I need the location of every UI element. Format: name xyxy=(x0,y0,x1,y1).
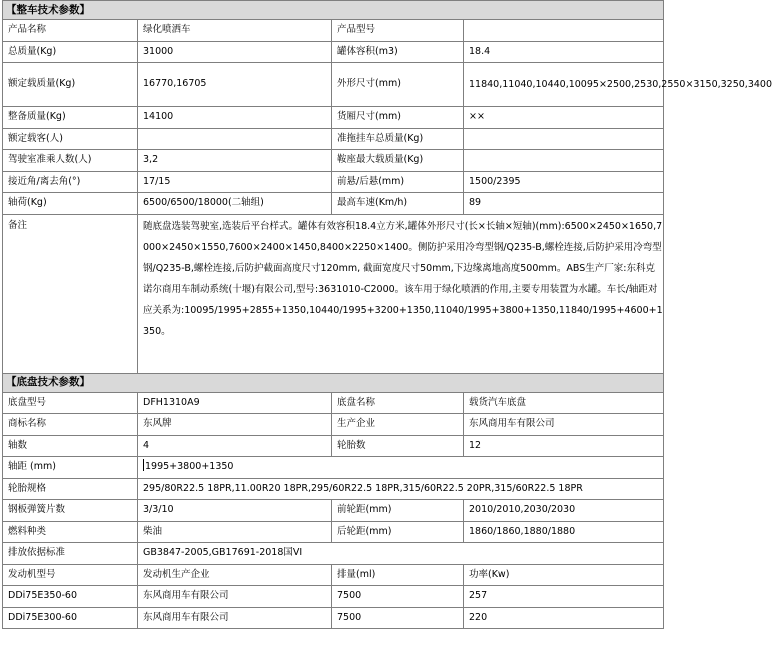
field-label: 前轮距(mm) xyxy=(332,500,464,522)
table-row xyxy=(3,193,664,215)
dimensions-value: 11840,11040,10440,10095×2500,2530,2550×3150,3250,3400 xyxy=(464,63,664,107)
engine-model: DDi75E300-60 xyxy=(3,607,138,629)
table-row xyxy=(3,20,664,42)
field-value: DFH1310A9 xyxy=(138,392,332,414)
table-row xyxy=(3,543,664,565)
field-value xyxy=(464,128,664,150)
engine-displacement-header: 排量(ml) xyxy=(332,564,464,586)
field-label: 产品名称 xyxy=(3,20,138,42)
engine-maker: 东风商用车有限公司 xyxy=(138,586,332,608)
field-value: 6500/6500/18000(二轴组) xyxy=(138,193,332,215)
table-row xyxy=(3,41,664,63)
vehicle-section-title: 【整车技术参数】 xyxy=(3,1,664,20)
field-label: 货厢尺寸(mm) xyxy=(332,107,464,129)
field-label: 额定载客(人) xyxy=(3,128,138,150)
field-label: 最高车速(Km/h) xyxy=(332,193,464,215)
field-value: 4 xyxy=(138,435,332,457)
field-label: 准拖挂车总质量(Kg) xyxy=(332,128,464,150)
engine-maker: 东风商用车有限公司 xyxy=(138,607,332,629)
field-label: 商标名称 xyxy=(3,414,138,436)
table-row xyxy=(3,171,664,193)
spec-table xyxy=(2,0,772,629)
wheelbase-value-cell xyxy=(138,457,664,479)
field-value: 12 xyxy=(464,435,664,457)
table-row xyxy=(3,478,664,500)
field-label: 产品型号 xyxy=(332,20,464,42)
table-row xyxy=(3,457,664,479)
field-value: 18.4 xyxy=(464,41,664,63)
field-value: 柴油 xyxy=(138,521,332,543)
field-label: 轴荷(Kg) xyxy=(3,193,138,215)
field-value: 1500/2395 xyxy=(464,171,664,193)
field-label: 钢板弹簧片数 xyxy=(3,500,138,522)
table-row xyxy=(3,435,664,457)
engine-maker-header: 发动机生产企业 xyxy=(138,564,332,586)
engine-power: 257 xyxy=(464,586,664,608)
field-label: 底盘名称 xyxy=(332,392,464,414)
field-label: 轮胎数 xyxy=(332,435,464,457)
emission-value: GB3847-2005,GB17691-2018国VI xyxy=(138,543,664,565)
field-label: 轴数 xyxy=(3,435,138,457)
wheelbase-label: 轴距 (mm) xyxy=(3,457,138,479)
field-label: 前悬/后悬(mm) xyxy=(332,171,464,193)
engine-displacement: 7500 xyxy=(332,586,464,608)
field-label: 罐体容积(m3) xyxy=(332,41,464,63)
field-value: 东风商用车有限公司 xyxy=(464,414,664,436)
field-label: 总质量(Kg) xyxy=(3,41,138,63)
field-value xyxy=(138,128,332,150)
table-row xyxy=(3,521,664,543)
field-label: 燃料种类 xyxy=(3,521,138,543)
field-value: 2010/2010,2030/2030 xyxy=(464,500,664,522)
field-label: 接近角/离去角(°) xyxy=(3,171,138,193)
engine-model: DDi75E350-60 xyxy=(3,586,138,608)
field-value: 89 xyxy=(464,193,664,215)
field-label: 外形尺寸(mm) xyxy=(332,63,464,107)
engine-power: 220 xyxy=(464,607,664,629)
table-row xyxy=(3,150,664,172)
wheelbase-value: 1995+3800+1350 xyxy=(145,461,234,472)
field-label: 整备质量(Kg) xyxy=(3,107,138,129)
table-row xyxy=(3,392,664,414)
engine-header-row xyxy=(3,564,664,586)
remark-text: 随底盘选装驾驶室,选装后平台样式。罐体有效容积18.4立方米,罐体外形尺寸(长×长轴×短轴)(mm):6500×2450×1650,7000×2450×1550,7600×2400×1450,8400×2250×1400。侧防护采用冷弯型钢/Q235-B,螺栓连接,后防护采用冷弯型钢/Q235-B,螺栓连接,后防护截面高度尺寸120mm, 截面宽度尺寸50mm,下边缘离地高度500mm。ABS生产厂家:东科克诺尔商用车制动系统(十堰)有限公司,型号:3631010-C2000。该车用于绿化喷洒的作用,主要专用装置为水罐。车长/轴距对应关系为:10095/1995+2855+1350,10440/1995+3200+1350,11040/1995+3800+1350,11840/1995+4600+1350。 xyxy=(138,214,664,373)
field-value: 绿化喷洒车 xyxy=(138,20,332,42)
table-row xyxy=(3,128,664,150)
field-value: 31000 xyxy=(138,41,332,63)
tire-label: 轮胎规格 xyxy=(3,478,138,500)
field-value: 3,2 xyxy=(138,150,332,172)
chassis-section-title: 【底盘技术参数】 xyxy=(3,373,664,392)
field-value: 17/15 xyxy=(138,171,332,193)
field-label: 底盘型号 xyxy=(3,392,138,414)
engine-row xyxy=(3,586,664,608)
text-cursor xyxy=(143,459,144,471)
table-row xyxy=(3,414,664,436)
engine-row xyxy=(3,607,664,629)
engine-power-header: 功率(Kw) xyxy=(464,564,664,586)
field-value: 1860/1860,1880/1880 xyxy=(464,521,664,543)
field-value: ×× xyxy=(464,107,664,129)
table-row xyxy=(3,500,664,522)
emission-label: 排放依据标准 xyxy=(3,543,138,565)
field-value: 3/3/10 xyxy=(138,500,332,522)
tire-value: 295/80R22.5 18PR,11.00R20 18PR,295/60R22.5 18PR,315/60R22.5 20PR,315/60R22.5 18PR xyxy=(138,478,664,500)
engine-displacement: 7500 xyxy=(332,607,464,629)
field-label: 驾驶室准乘人数(人) xyxy=(3,150,138,172)
field-value: 14100 xyxy=(138,107,332,129)
field-label: 后轮距(mm) xyxy=(332,521,464,543)
field-label: 鞍座最大载质量(Kg) xyxy=(332,150,464,172)
field-value xyxy=(464,20,664,42)
field-value: 载货汽车底盘 xyxy=(464,392,664,414)
field-value xyxy=(464,150,664,172)
engine-model-header: 发动机型号 xyxy=(3,564,138,586)
table-row xyxy=(3,63,664,107)
field-label: 额定载质量(Kg) xyxy=(3,63,138,107)
field-value: 16770,16705 xyxy=(138,63,332,107)
remark-row xyxy=(3,214,664,373)
table-row xyxy=(3,107,664,129)
field-value: 东风牌 xyxy=(138,414,332,436)
remark-label: 备注 xyxy=(3,214,138,373)
field-label: 生产企业 xyxy=(332,414,464,436)
